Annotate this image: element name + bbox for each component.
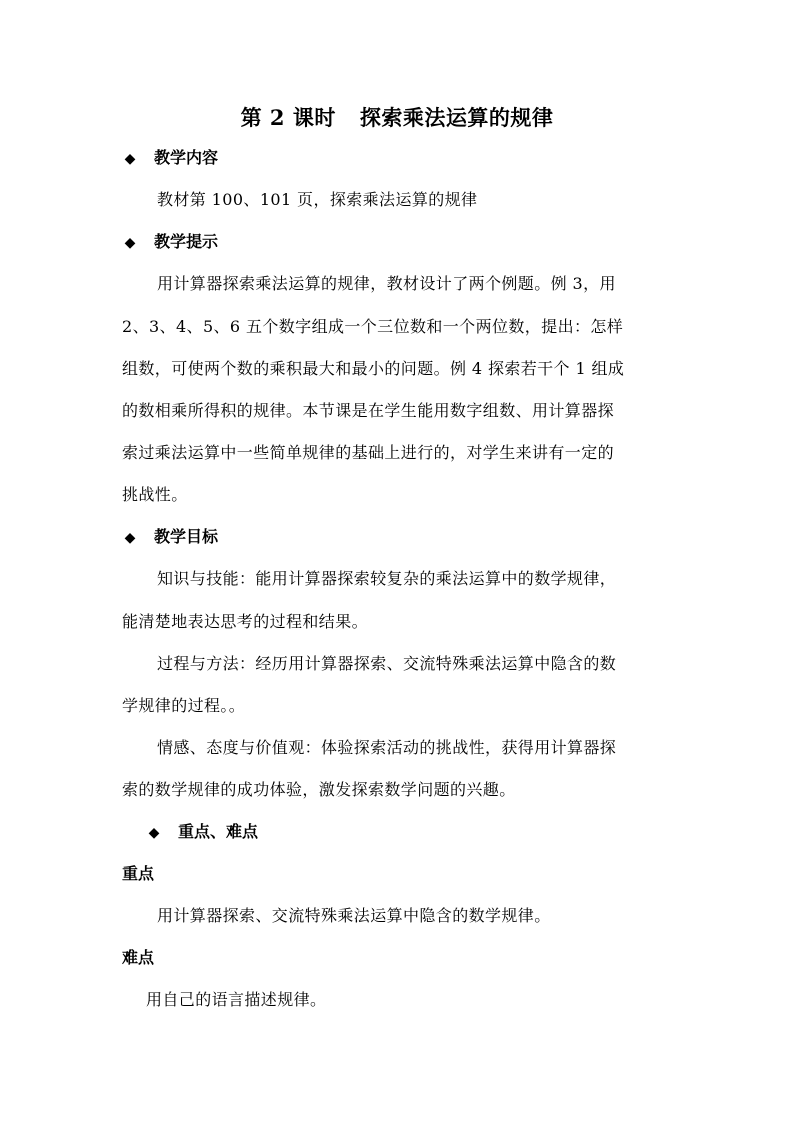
paragraph-line: 挑战性。 [122, 485, 188, 504]
diamond-bullet-icon: ◆ [148, 825, 160, 841]
lesson-number: 第 2 课时 [240, 105, 336, 130]
paragraph-line: 组数，可使两个数的乘积最大和最小的问题。例 4 探索若干个 1 组成 [122, 359, 625, 378]
diamond-bullet-icon: ◆ [124, 235, 136, 251]
page-title [0, 104, 794, 132]
key-point-label: 重点 [122, 864, 155, 883]
section-heading-content: ◆ 教学内容 [122, 148, 218, 169]
difficult-point-text: 用自己的语言描述规律。 [146, 990, 327, 1009]
key-point-text: 用计算器探索、交流特殊乘法运算中隐含的数学规律。 [157, 906, 551, 925]
content-line: 教材第 100、101 页，探索乘法运算的规律 [157, 190, 478, 209]
section-heading-hints: ◆ 教学提示 [122, 232, 218, 253]
section-heading-goals: ◆ 教学目标 [122, 527, 218, 548]
paragraph-line: 索的数学规律的成功体验，激发探索数学问题的兴趣。 [122, 780, 516, 799]
paragraph-line: 索过乘法运算中一些简单规律的基础上进行的，对学生来讲有一定的 [122, 443, 615, 462]
paragraph-line: 用计算器探索乘法运算的规律，教材设计了两个例题。例 3，用 [157, 274, 616, 293]
diamond-bullet-icon: ◆ [124, 530, 136, 546]
paragraph-line: 知识与技能：能用计算器探索较复杂的乘法运算中的数学规律， [157, 569, 617, 588]
paragraph-line: 2、3、4、5、6 五个数字组成一个三位数和一个两位数，提出：怎样 [122, 317, 624, 336]
paragraph-line: 能清楚地表达思考的过程和结果。 [122, 612, 369, 631]
section-heading-keypoints: ◆ 重点、难点 [146, 822, 258, 843]
paragraph-line: 学规律的过程。。 [122, 696, 246, 715]
paragraph-line: 的数相乘所得积的规律。本节课是在学生能用数字组数、用计算器探 [122, 401, 615, 420]
difficult-point-label: 难点 [122, 948, 155, 967]
diamond-bullet-icon: ◆ [124, 151, 136, 167]
paragraph-line: 情感、态度与价值观：体验探索活动的挑战性，获得用计算器探 [157, 738, 617, 757]
lesson-title: 探索乘法运算的规律 [359, 105, 554, 130]
paragraph-line: 过程与方法：经历用计算器探索、交流特殊乘法运算中隐含的数 [157, 654, 617, 673]
